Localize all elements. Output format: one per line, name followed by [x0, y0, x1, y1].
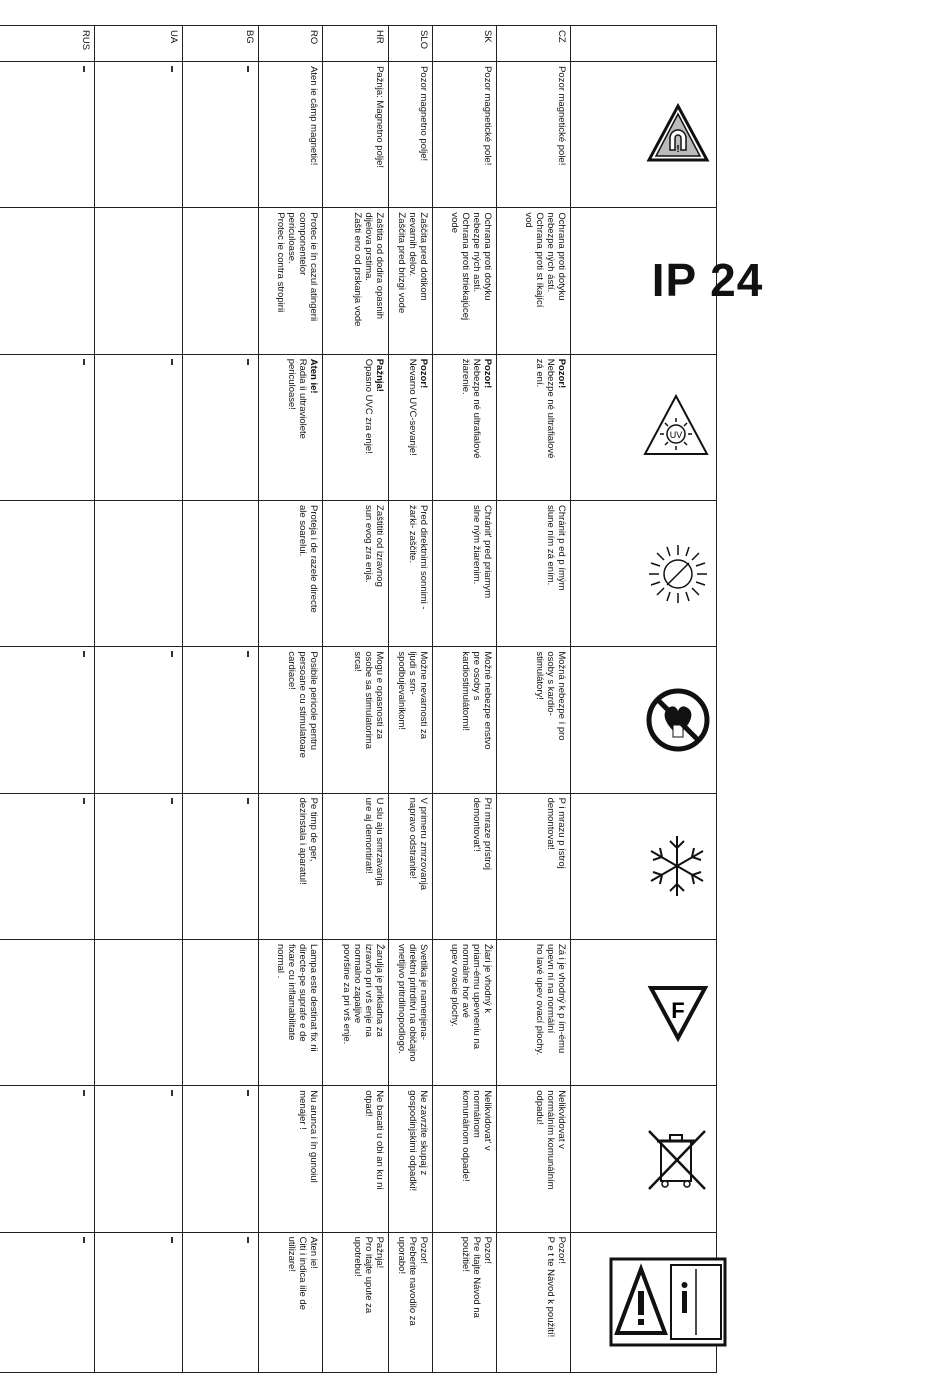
- cell-pacemaker: Možné nebezpe enstvo pre osoby s kardiostimulátormi!: [433, 647, 497, 793]
- cell-ip24: [95, 208, 183, 354]
- speck: [247, 1237, 249, 1243]
- speck: [171, 1090, 173, 1096]
- cell-f-mark: Svetilka je namenjena- direktni pritrditvi na običajno vnetljivo pritrdilnopodlogo.: [389, 939, 433, 1085]
- no-pacemaker-icon: [571, 647, 717, 793]
- cell-frost: V primeru zmrzovanja napravo odstranite!: [389, 793, 433, 939]
- cell-frost: U slu aju smrzavanja ure aj demontirati!: [323, 793, 389, 939]
- speck: [247, 359, 249, 365]
- cell-sun: [183, 501, 259, 647]
- cell-bin: Ne bacati u obi an ku ni otpad!: [323, 1086, 389, 1232]
- cell-uv-text: Nevarno UVC-sevanje!: [407, 358, 418, 456]
- cell-magnetic: Pažnja: Magnetno polje!: [323, 62, 389, 208]
- f-mark-icon: [571, 939, 717, 1085]
- cell-uv: [497, 354, 571, 500]
- cell-uv-title: Pozor!: [482, 358, 493, 389]
- cell-frost: Pri mraze prístroj demontovat'!: [433, 793, 497, 939]
- speck: [83, 359, 85, 365]
- cell-manual: [183, 1232, 259, 1372]
- cell-magnetic: [183, 62, 259, 208]
- lang-code: BG: [183, 26, 259, 62]
- cell-bin: Nelikvidovat v normálním komunálním odpadu!: [497, 1086, 571, 1232]
- cell-manual: Pažnja! Pro itajte upute za upotrebu!: [323, 1232, 389, 1372]
- speck: [247, 1090, 249, 1096]
- cell-ip24: [0, 208, 95, 354]
- lang-code: HR: [323, 26, 389, 62]
- lang-code: RO: [259, 26, 323, 62]
- cell-magnetic: Pozor magnetno polje!: [389, 62, 433, 208]
- cell-sun: Zaštititi od izravnog sun evog zra enja.: [323, 501, 389, 647]
- cell-manual: Aten ie! Citi i indica iile de utilizare!: [259, 1232, 323, 1372]
- lang-code: RUS: [0, 26, 95, 62]
- frost-icon: [571, 793, 717, 939]
- cell-frost: [0, 793, 95, 939]
- cell-bin: [95, 1086, 183, 1232]
- speck: [171, 359, 173, 365]
- cell-pacemaker: Možná nebezpe í pro osoby s kardio- stimulátory!: [497, 647, 571, 793]
- speck: [171, 66, 173, 72]
- cell-manual: Pozor! Pre ítajte Návod na použitie!: [433, 1232, 497, 1372]
- cell-magnetic: Aten ie câmp magnetic!: [259, 62, 323, 208]
- cell-pacemaker: Posibile pericole pentru persoane cu stimulatoare cardiace!: [259, 647, 323, 793]
- cell-sun: Chránit' pred priamym slne ným žiarenim.: [433, 501, 497, 647]
- cell-frost: P i mrazu p ístroj demontovat!: [497, 793, 571, 939]
- rotated-table-wrapper: [2, 25, 764, 1373]
- cell-bin: [183, 1086, 259, 1232]
- cell-manual: [95, 1232, 183, 1372]
- cell-pacemaker: [183, 647, 259, 793]
- cell-f-mark: [95, 939, 183, 1085]
- speck: [83, 1237, 85, 1243]
- cell-ip24: Zaščita pred dotikom nevarnih delov. Zaščita pred brizgi vode: [389, 208, 433, 354]
- svg-text:!: !: [676, 143, 680, 155]
- cell-uv: [323, 354, 389, 500]
- row-slo: [389, 26, 433, 1373]
- cell-ip24: Protec ie în cazul atingerii componentelor periculoase. Protec ie contra stropirii: [259, 208, 323, 354]
- cell-uv: [259, 354, 323, 500]
- row-sk: [433, 26, 497, 1373]
- cell-uv-text: Opasno UVC zra enje!: [363, 358, 374, 454]
- cell-frost: Pe timp de ger, dezinstala i aparatul!: [259, 793, 323, 939]
- cell-f-mark: [0, 939, 95, 1085]
- row-hr: [323, 26, 389, 1373]
- row-cz: [497, 26, 571, 1373]
- cell-ip24: Zaštita od dodira opasnih dijelova prstima. Zašti eno od prskanja vode: [323, 208, 389, 354]
- cell-uv: [0, 354, 95, 500]
- cell-uv-title: Pažnja!: [374, 358, 385, 392]
- cell-bin: Ne zavrzite skupaj z gospodinjskimi odpadki!: [389, 1086, 433, 1232]
- speck: [247, 651, 249, 657]
- cell-frost: [95, 793, 183, 939]
- cell-f-mark: Lampa este destinat fix rii directe-pe suprafe e de fixare cu inflamabilitate normal .: [259, 939, 323, 1085]
- lang-code: CZ: [497, 26, 571, 62]
- uv-warning-icon: [571, 354, 717, 500]
- cell-sun: Chránit p ed p ímým slune ním zá ením.: [497, 501, 571, 647]
- cell-magnetic: [0, 62, 95, 208]
- lang-code: SK: [433, 26, 497, 62]
- cell-sun: Proteja i de razele directe ale soarelui.: [259, 501, 323, 647]
- cell-ip24: [183, 208, 259, 354]
- speck: [171, 1237, 173, 1243]
- row-ua: [95, 26, 183, 1373]
- icon-header-row: [571, 26, 717, 1373]
- cell-uv-title: Pozor!: [556, 358, 567, 389]
- cell-uv-text: Nebezpe né ultrafialové žiarenie.: [460, 358, 482, 459]
- corner-cell: [571, 26, 717, 62]
- cell-magnetic: Pozor magnetické pole!: [497, 62, 571, 208]
- cell-uv-title: Pozor!: [418, 358, 429, 389]
- cell-uv-title: Aten ie!: [308, 358, 319, 394]
- speck: [83, 651, 85, 657]
- speck: [247, 66, 249, 72]
- cell-uv-text: Nebezpe né ultrafialové zá ení.: [534, 358, 556, 459]
- cell-f-mark: Zá i je vhodný k p ím-ému upevn ní na normální ho lavé upev ovací plochy.: [497, 939, 571, 1085]
- speck: [83, 66, 85, 72]
- lang-code: SLO: [389, 26, 433, 62]
- lang-code: UA: [95, 26, 183, 62]
- safety-symbol-table: [0, 25, 764, 1373]
- row-ro: [259, 26, 323, 1373]
- ip24-icon: IP 24: [571, 208, 717, 354]
- row-rus: [0, 26, 95, 1373]
- cell-uv: [433, 354, 497, 500]
- cell-ip24: Ochrana proti dotyku nebezpe ných astí. Ochrana proti striekajúcej vode: [433, 208, 497, 354]
- cell-magnetic: Pozor magnetické pole!: [433, 62, 497, 208]
- cell-f-mark: [183, 939, 259, 1085]
- cell-uv: [389, 354, 433, 500]
- cell-sun: Pred direktnimi sonnimi - žarki- zaščite.: [389, 501, 433, 647]
- cell-f-mark: Žiari je vhodný k priam-ému upevneniu na normálne hor avé upev ovacie plochy.: [433, 939, 497, 1085]
- cell-bin: [0, 1086, 95, 1232]
- cell-pacemaker: Mogu e opasnosti za osobe sa stimulatorima srca!: [323, 647, 389, 793]
- speck: [83, 798, 85, 804]
- read-manual-icon: [571, 1232, 717, 1372]
- speck: [171, 798, 173, 804]
- cell-uv-text: Radia ii ultraviolete periculoase!: [286, 358, 308, 439]
- cell-pacemaker: Možne nevarnosti za ljudi s srn- spodbujevalnikom!: [389, 647, 433, 793]
- cell-manual: Pozor! Preberite navodilo za uporabo!: [389, 1232, 433, 1372]
- speck: [83, 1090, 85, 1096]
- cell-bin: Nu arunca i în gunoiul menajer !: [259, 1086, 323, 1232]
- cell-uv: [183, 354, 259, 500]
- cell-ip24: Ochrana proti dotyku nebezpe ných ástí. Ochrana proti st íkající vod: [497, 208, 571, 354]
- speck: [247, 798, 249, 804]
- cell-bin: Nelikvidovat' v normálnom komunálnom odpade!: [433, 1086, 497, 1232]
- row-bg: [183, 26, 259, 1373]
- cell-sun: [0, 501, 95, 647]
- cell-magnetic: [95, 62, 183, 208]
- cell-uv: [95, 354, 183, 500]
- cell-frost: [183, 793, 259, 939]
- svg-text:F: F: [671, 997, 685, 1023]
- sun-protection-icon: [571, 501, 717, 647]
- cell-f-mark: Žarulja je prikladna za izravno pri vrš enje na normalno zapaljive površine za pri vrš enje.: [323, 939, 389, 1085]
- cell-pacemaker: [0, 647, 95, 793]
- cell-manual: [0, 1232, 95, 1372]
- cell-pacemaker: [95, 647, 183, 793]
- speck: [171, 651, 173, 657]
- magnetic-warning-icon: [571, 62, 717, 208]
- crossed-bin-icon: [571, 1086, 717, 1232]
- svg-text:UV: UV: [669, 430, 683, 441]
- cell-sun: [95, 501, 183, 647]
- cell-manual: Pozor! P e t te Návod k použití!: [497, 1232, 571, 1372]
